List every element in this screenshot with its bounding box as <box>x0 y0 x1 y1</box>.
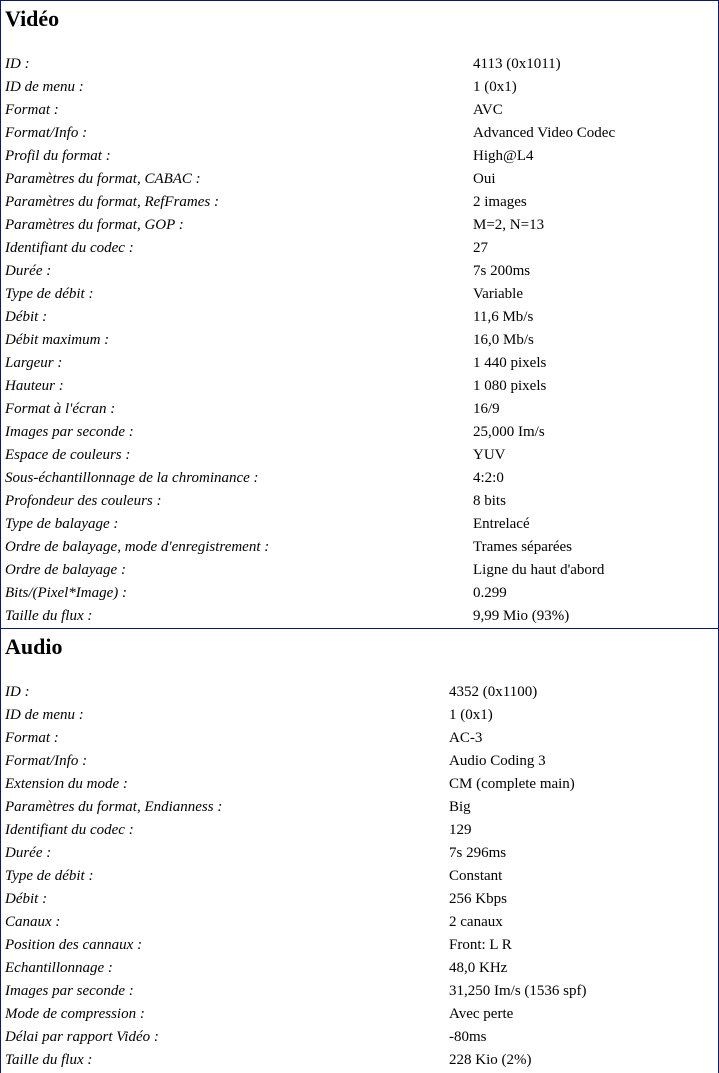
video-property-row <box>1 513 718 536</box>
property-label: ID de menu : <box>5 707 84 723</box>
video-property-row <box>1 536 718 559</box>
property-value: 4113 (0x1011) <box>473 56 561 72</box>
audio-property-row <box>1 1026 718 1049</box>
property-label: Ordre de balayage : <box>5 562 126 578</box>
property-label: Sous-échantillonnage de la chrominance : <box>5 470 259 486</box>
property-value: AC-3 <box>449 730 483 746</box>
property-label: Extension du mode : <box>5 776 128 792</box>
property-value: 2 images <box>473 194 527 210</box>
property-value: Advanced Video Codec <box>473 125 616 141</box>
video-property-row <box>1 352 718 375</box>
property-label: Mode de compression : <box>5 1006 145 1022</box>
property-value: Entrelacé <box>473 516 530 532</box>
property-value: 4:2:0 <box>473 470 504 486</box>
audio-property-row <box>1 750 718 773</box>
property-label: Profil du format : <box>5 148 111 164</box>
property-label: ID : <box>5 684 30 700</box>
property-label: Format : <box>5 102 59 118</box>
video-property-row <box>1 237 718 260</box>
property-label: Paramètres du format, CABAC : <box>5 171 201 187</box>
video-property-row <box>1 329 718 352</box>
property-value: AVC <box>473 102 503 118</box>
audio-property-row <box>1 773 718 796</box>
audio-property-row <box>1 911 718 934</box>
property-label: Format/Info : <box>5 753 88 769</box>
property-value: CM (complete main) <box>449 776 575 792</box>
property-label: Identifiant du codec : <box>5 822 134 838</box>
property-value: 16,0 Mb/s <box>473 332 534 348</box>
property-label: Largeur : <box>5 355 63 371</box>
property-label: Canaux : <box>5 914 61 930</box>
property-label: Format : <box>5 730 59 746</box>
video-property-row <box>1 53 718 76</box>
video-properties-table <box>1 53 718 628</box>
property-value: Big <box>449 799 471 815</box>
property-label: Position des cannaux : <box>5 937 143 953</box>
audio-property-row <box>1 1049 718 1072</box>
audio-property-row <box>1 704 718 727</box>
property-value: Constant <box>449 868 503 884</box>
property-value: 4352 (0x1100) <box>449 684 538 700</box>
property-value: 129 <box>449 822 472 838</box>
video-section-title: Vidéo <box>5 6 60 31</box>
video-property-row <box>1 214 718 237</box>
video-property-row <box>1 444 718 467</box>
property-value: 7s 296ms <box>449 845 507 861</box>
property-label: Débit maximum : <box>5 332 110 348</box>
audio-properties-table <box>1 681 718 1072</box>
property-value: 8 bits <box>473 493 506 509</box>
property-value: 27 <box>473 240 488 256</box>
video-property-row <box>1 145 718 168</box>
video-property-row <box>1 168 718 191</box>
property-value: Trames séparées <box>473 539 573 555</box>
property-value: High@L4 <box>473 148 534 164</box>
video-property-row <box>1 421 718 444</box>
property-value: 7s 200ms <box>473 263 531 279</box>
video-property-row <box>1 490 718 513</box>
video-property-row <box>1 283 718 306</box>
audio-property-row <box>1 934 718 957</box>
property-value: 31,250 Im/s (1536 spf) <box>449 983 587 999</box>
property-label: Hauteur : <box>5 378 64 394</box>
property-value: Ligne du haut d'abord <box>473 562 605 578</box>
video-property-row <box>1 99 718 122</box>
property-value: 256 Kbps <box>449 891 507 907</box>
property-value: 0.299 <box>473 585 507 601</box>
video-property-row <box>1 122 718 145</box>
property-label: Paramètres du format, Endianness : <box>5 799 223 815</box>
property-value: 25,000 Im/s <box>473 424 545 440</box>
property-label: Images par seconde : <box>5 983 134 999</box>
audio-property-row <box>1 819 718 842</box>
property-label: Délai par rapport Vidéo : <box>5 1029 159 1045</box>
property-label: ID de menu : <box>5 79 84 95</box>
video-property-row <box>1 467 718 490</box>
property-label: Durée : <box>5 263 52 279</box>
property-value: 1 (0x1) <box>473 79 517 95</box>
property-label: Taille du flux : <box>5 608 93 624</box>
audio-section-title: Audio <box>5 634 63 659</box>
video-property-row <box>1 306 718 329</box>
video-property-row <box>1 559 718 582</box>
property-label: Durée : <box>5 845 52 861</box>
property-value: 9,99 Mio (93%) <box>473 608 570 624</box>
property-label: Images par seconde : <box>5 424 134 440</box>
property-value: 16/9 <box>473 401 500 417</box>
property-value: Audio Coding 3 <box>449 753 546 769</box>
property-label: Identifiant du codec : <box>5 240 134 256</box>
property-value: 1 (0x1) <box>449 707 493 723</box>
property-value: -80ms <box>449 1029 487 1045</box>
video-property-row <box>1 260 718 283</box>
property-value: M=2, N=13 <box>473 217 545 233</box>
audio-property-row <box>1 727 718 750</box>
property-label: Paramètres du format, GOP : <box>5 217 184 233</box>
audio-property-row <box>1 681 718 704</box>
property-label: Type de balayage : <box>5 516 119 532</box>
video-property-row <box>1 375 718 398</box>
audio-property-row <box>1 865 718 888</box>
audio-property-row <box>1 1003 718 1026</box>
property-value: Oui <box>473 171 496 187</box>
property-value: Front: L R <box>449 937 512 953</box>
property-label: Format à l'écran : <box>5 401 116 417</box>
video-property-row <box>1 76 718 99</box>
audio-property-row <box>1 957 718 980</box>
property-value: Avec perte <box>449 1006 514 1022</box>
property-label: Espace de couleurs : <box>5 447 131 463</box>
audio-property-row <box>1 842 718 865</box>
video-property-row <box>1 398 718 421</box>
property-label: Type de débit : <box>5 286 94 302</box>
property-value: 48,0 KHz <box>449 960 508 976</box>
property-label: Echantillonnage : <box>5 960 113 976</box>
property-label: Profondeur des couleurs : <box>5 493 162 509</box>
property-label: Type de débit : <box>5 868 94 884</box>
property-label: Format/Info : <box>5 125 88 141</box>
property-value: 2 canaux <box>449 914 503 930</box>
property-label: Débit : <box>5 309 48 325</box>
property-label: Ordre de balayage, mode d'enregistrement : <box>5 539 270 555</box>
property-label: Débit : <box>5 891 48 907</box>
audio-property-row <box>1 796 718 819</box>
property-value: 1 080 pixels <box>473 378 547 394</box>
video-property-row <box>1 605 718 628</box>
property-value: 228 Kio (2%) <box>449 1052 532 1068</box>
property-value: 1 440 pixels <box>473 355 547 371</box>
property-label: Paramètres du format, RefFrames : <box>5 194 219 210</box>
audio-section <box>0 628 719 1073</box>
audio-property-row <box>1 888 718 911</box>
video-property-row <box>1 582 718 605</box>
video-property-row <box>1 191 718 214</box>
property-label: ID : <box>5 56 30 72</box>
property-value: 11,6 Mb/s <box>473 309 534 325</box>
property-value: Variable <box>473 286 523 302</box>
audio-property-row <box>1 980 718 1003</box>
property-label: Bits/(Pixel*Image) : <box>5 585 128 601</box>
property-value: YUV <box>473 447 506 463</box>
property-label: Taille du flux : <box>5 1052 93 1068</box>
